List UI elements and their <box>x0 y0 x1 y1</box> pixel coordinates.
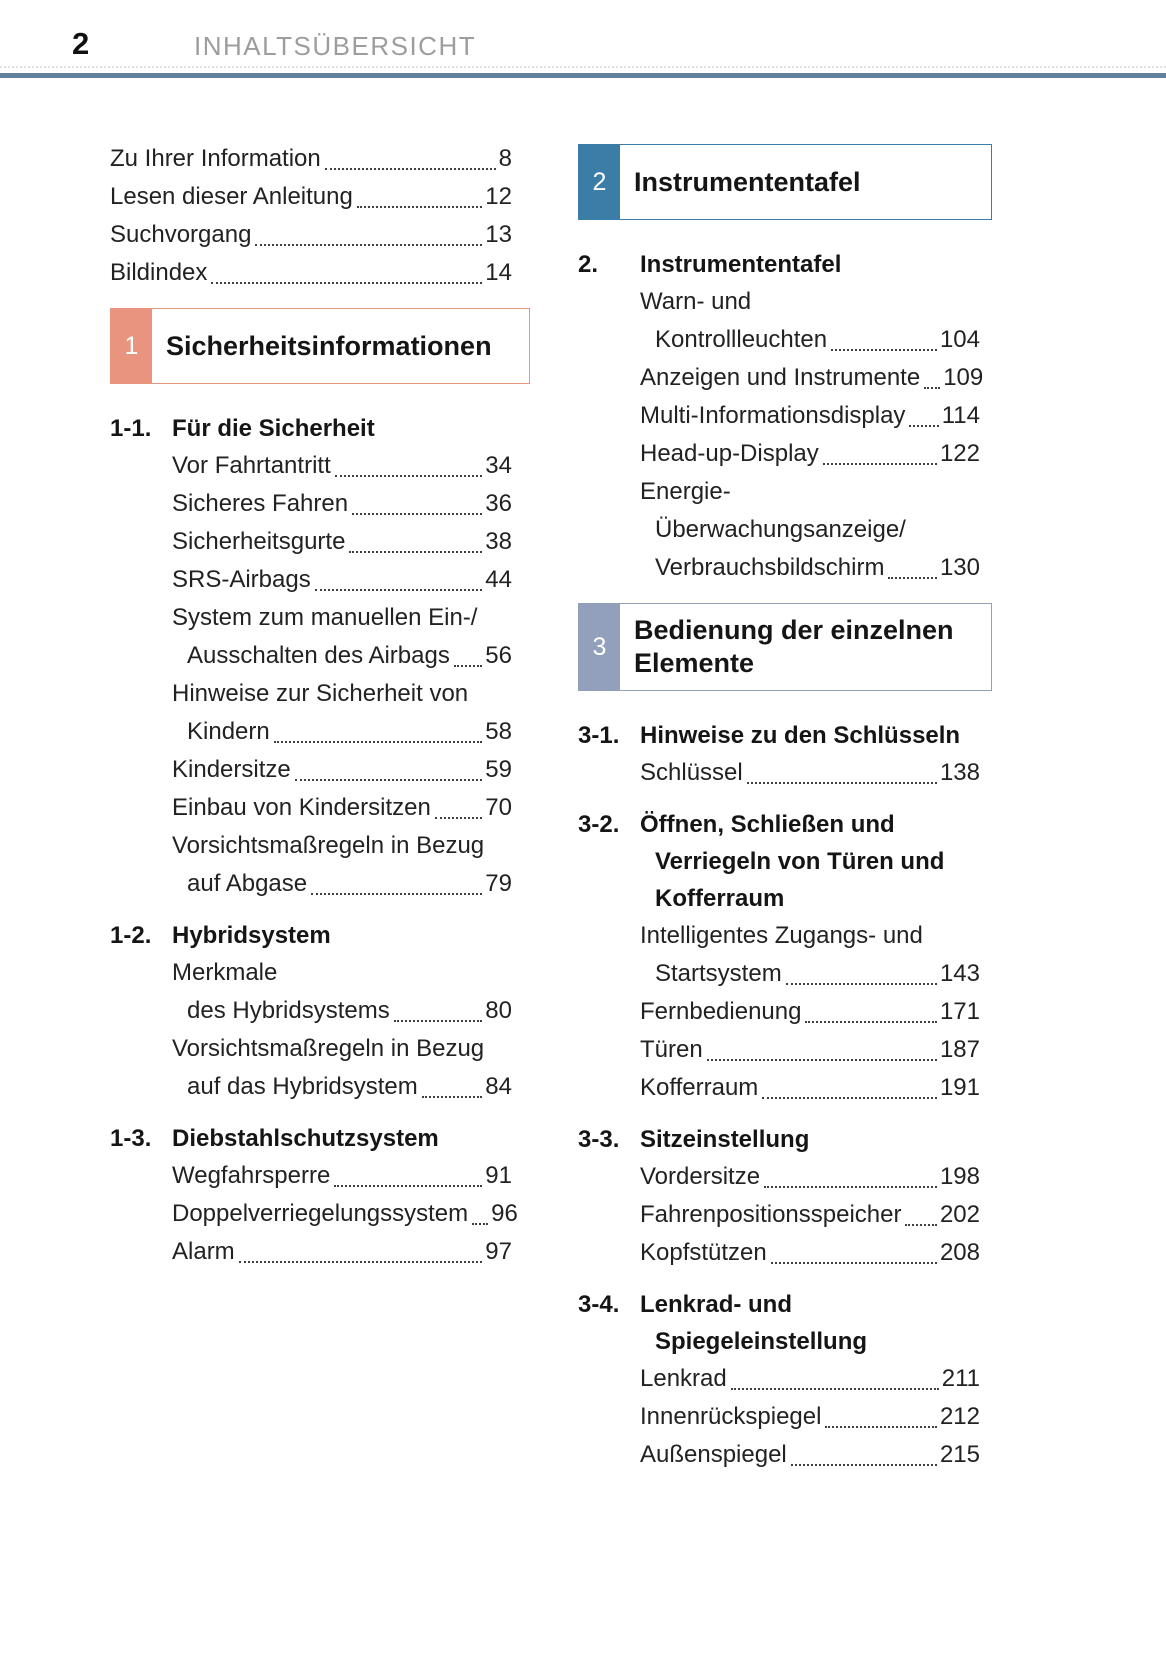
toc-group <box>110 410 530 903</box>
toc-entry-main-line <box>640 1031 980 1069</box>
toc-group-heading <box>578 1121 992 1158</box>
toc-entry-label: Ausschalten des Airbags <box>187 642 450 669</box>
toc-entry-main-line <box>640 1436 980 1474</box>
dot-leader <box>335 475 483 477</box>
toc-group-title <box>172 1120 530 1157</box>
toc-entry <box>578 1031 992 1069</box>
toc-entry <box>578 397 992 435</box>
toc-entry-label: Innenrückspiegel <box>640 1403 822 1430</box>
toc-group-heading <box>578 806 992 917</box>
toc-entry-text-line: Überwachungsanzeige/ <box>655 516 906 543</box>
toc-group-title-line: Hybridsystem <box>172 922 331 949</box>
toc-entry-main-line <box>640 955 980 993</box>
toc-entry-page: 14 <box>485 259 512 286</box>
chapter-banner <box>578 144 992 220</box>
toc-group-title <box>640 1121 992 1158</box>
toc-entry <box>110 216 530 254</box>
toc-entry <box>578 1360 992 1398</box>
toc-entry <box>110 1030 530 1106</box>
dot-leader <box>422 1096 483 1098</box>
toc-entry-main-line <box>640 993 980 1031</box>
toc-entry-label: des Hybridsystems <box>187 997 390 1024</box>
toc-entry-text-line: Intelligentes Zugangs- und <box>640 922 923 949</box>
toc-entry-page: 34 <box>485 452 512 479</box>
toc-entry-page: 109 <box>943 364 984 391</box>
toc-entry-main-line <box>640 1234 980 1272</box>
page-title: INHALTSÜBERSICHT <box>194 31 477 61</box>
toc-entry-label: Verbrauchsbildschirm <box>655 554 885 581</box>
toc-entry-label: Kindern <box>187 718 270 745</box>
dot-leader <box>888 577 937 579</box>
toc-entry-label: Lesen dieser Anleitung <box>110 183 353 210</box>
dot-leader <box>357 206 482 208</box>
dot-leader <box>211 282 482 284</box>
toc-group-number: 3-2. <box>578 811 620 838</box>
toc-entry-page: 59 <box>485 756 512 783</box>
toc-entry-label: Vordersitze <box>640 1163 761 1190</box>
toc-entry <box>110 675 530 751</box>
toc-entry-label: Kofferraum <box>640 1074 759 1101</box>
toc-entry-page: 13 <box>485 221 512 248</box>
toc-entry-main-line <box>172 751 512 789</box>
toc-entry-page: 212 <box>939 1403 980 1430</box>
toc-entry-page: 96 <box>491 1200 518 1227</box>
dot-leader <box>805 1021 936 1023</box>
toc-entry-page: 58 <box>485 718 512 745</box>
toc-group-title-line: Lenkrad- und <box>640 1291 793 1318</box>
toc-entry-label: Kindersitze <box>172 756 291 783</box>
toc-entry <box>578 1398 992 1436</box>
dot-leader <box>315 589 483 591</box>
toc-entry-label: Türen <box>640 1036 703 1063</box>
toc-entry <box>110 789 530 827</box>
toc-entry-page: 211 <box>941 1365 980 1392</box>
toc-group-number: 1-3. <box>110 1125 152 1152</box>
toc-entry-main-line <box>640 1360 980 1398</box>
dot-leader <box>909 425 938 427</box>
toc-entry-label: Einbau von Kindersitzen <box>172 794 431 821</box>
toc-entry-main-line <box>172 789 512 827</box>
toc-entry <box>110 1157 530 1195</box>
chapter-title-line: Bedienung der einzelnen <box>634 615 954 645</box>
chapter-title <box>620 604 968 690</box>
toc-group-heading <box>110 410 530 447</box>
toc-group-title-line: Kofferraum <box>655 885 785 912</box>
toc-entry-page: 91 <box>485 1162 512 1189</box>
toc-entry <box>110 827 530 903</box>
toc-entry <box>110 140 530 178</box>
toc-entry-label: Head-up-Display <box>640 440 819 467</box>
dot-leader <box>831 349 937 351</box>
toc-entry-text-line: Merkmale <box>172 959 278 986</box>
chapter-banner <box>110 308 530 384</box>
dot-leader <box>255 244 482 246</box>
toc-group-heading <box>578 1286 992 1360</box>
toc-group-title-line: Verriegeln von Türen und <box>655 848 945 875</box>
toc-entry-main-line <box>640 754 980 792</box>
toc-entry-label: Anzeigen und Instrumente <box>640 364 921 391</box>
toc-entry-main-line <box>640 1158 980 1196</box>
toc-entry-page: 187 <box>939 1036 980 1063</box>
dot-leader <box>274 741 483 743</box>
toc-entry-label: SRS-Airbags <box>172 566 311 593</box>
toc-entry <box>110 178 530 216</box>
dot-leader <box>325 168 496 170</box>
toc-entry-label: Doppelverriegelungssystem <box>172 1200 469 1227</box>
toc-entry-label: Zu Ihrer Information <box>110 145 321 172</box>
toc-group <box>110 1120 530 1271</box>
toc-entry-label: Sicherheitsgurte <box>172 528 346 555</box>
toc-entry <box>110 254 530 292</box>
chapter-title-line: Elemente <box>634 648 755 678</box>
dot-leader <box>239 1261 483 1263</box>
toc-front-entries <box>110 140 530 292</box>
toc-entry-label: Schlüssel <box>640 759 743 786</box>
toc-group <box>578 1121 992 1272</box>
toc-group <box>578 246 992 587</box>
toc-entry <box>110 447 530 485</box>
toc-entry-main-line <box>172 992 512 1030</box>
chapter-number-tab: 3 <box>579 604 620 690</box>
toc-entry-main-line <box>172 1068 512 1106</box>
toc-entry-label: auf das Hybridsystem <box>187 1073 418 1100</box>
toc-entry <box>110 954 530 1030</box>
toc-group <box>578 717 992 792</box>
chapter-title <box>620 145 875 219</box>
dot-leader <box>707 1059 937 1061</box>
toc-entry-main-line <box>172 561 512 599</box>
toc-entry-main-line <box>640 1069 980 1107</box>
toc-entry <box>110 523 530 561</box>
toc-entry-page: 138 <box>939 759 980 786</box>
toc-group-title <box>640 246 992 283</box>
toc-entry <box>578 473 992 587</box>
toc-entry-label: Fahrenpositionsspeicher <box>640 1201 902 1228</box>
toc-entry-page: 80 <box>485 997 512 1024</box>
toc-entry-text-line: System zum manuellen Ein-/ <box>172 604 478 631</box>
toc-entry-label: Lenkrad <box>640 1365 727 1392</box>
toc-entry-page: 38 <box>485 528 512 555</box>
toc-entry-page: 202 <box>939 1201 980 1228</box>
dot-leader <box>394 1020 483 1022</box>
toc-entry-page: 143 <box>939 960 980 987</box>
toc-entry-label: Außenspiegel <box>640 1441 787 1468</box>
toc-entry-text-line: Vorsichtsmaßregeln in Bezug <box>172 832 485 859</box>
toc-entry-main-line <box>172 1233 512 1271</box>
dot-leader <box>791 1464 937 1466</box>
toc-entry-main-line <box>110 216 512 254</box>
dot-leader <box>731 1388 939 1390</box>
toc-group-title <box>640 806 992 917</box>
toc-entry <box>578 1158 992 1196</box>
toc-group-number: 3-3. <box>578 1126 620 1153</box>
toc-entry-main-line <box>172 637 512 675</box>
toc-group-number: 2. <box>578 251 599 278</box>
toc-entry-page: 215 <box>939 1441 980 1468</box>
toc-entry-text-line: Energie- <box>640 478 731 505</box>
toc-entry-text-line: Hinweise zur Sicherheit von <box>172 680 469 707</box>
page-number: 2 <box>72 26 90 61</box>
toc-entry <box>578 754 992 792</box>
toc-entry-main-line <box>640 1398 980 1436</box>
toc-entry-text-line: Vorsichtsmaßregeln in Bezug <box>172 1035 485 1062</box>
chapter-title <box>152 309 506 383</box>
dot-leader <box>762 1097 937 1099</box>
toc-entry-label: Multi-Informationsdisplay <box>640 402 906 429</box>
toc-entry <box>578 435 992 473</box>
toc-entry-page: 130 <box>939 554 980 581</box>
toc-entry <box>110 1195 530 1233</box>
dot-leader <box>311 893 482 895</box>
dot-leader <box>334 1185 482 1187</box>
toc-entry-main-line <box>640 435 980 473</box>
toc-entry <box>578 1234 992 1272</box>
toc-group-title <box>640 1286 992 1360</box>
toc-entry <box>578 283 992 359</box>
toc-entry-label: Wegfahrsperre <box>172 1162 331 1189</box>
toc-entry-label: Kontrollleuchten <box>655 326 828 353</box>
toc-group-title-line: Spiegeleinstellung <box>655 1328 868 1355</box>
toc-entry-main-line <box>640 359 984 397</box>
toc-group-heading <box>578 246 992 283</box>
toc-left-column <box>110 0 530 1271</box>
dot-leader <box>825 1426 937 1428</box>
toc-entry-main-line <box>110 254 512 292</box>
toc-entry-main-line <box>172 485 512 523</box>
toc-group-title-line: Instrumententafel <box>640 251 842 278</box>
toc-group-heading <box>110 917 530 954</box>
toc-group-title-line: Hinweise zu den Schlüsseln <box>640 722 961 749</box>
chapter-number-tab: 2 <box>579 145 620 219</box>
toc-entry-page: 8 <box>498 145 512 172</box>
toc-group-title-line: Öffnen, Schließen und <box>640 811 895 838</box>
dot-leader <box>747 782 937 784</box>
toc-entry-label: Kopfstützen <box>640 1239 767 1266</box>
toc-right-column <box>578 0 992 1474</box>
toc-entry-page: 122 <box>939 440 980 467</box>
toc-entry <box>578 993 992 1031</box>
toc-entry <box>578 1069 992 1107</box>
toc-entry-page: 171 <box>939 998 980 1025</box>
chapter-banner <box>578 603 992 691</box>
dot-leader <box>924 387 940 389</box>
toc-entry-page: 84 <box>485 1073 512 1100</box>
toc-group-number: 3-1. <box>578 722 620 749</box>
dot-leader <box>786 983 937 985</box>
dot-leader <box>295 779 483 781</box>
toc-entry-main-line <box>640 1196 980 1234</box>
toc-entry-main-line <box>172 865 512 903</box>
toc-entry-label: Fernbedienung <box>640 998 802 1025</box>
dot-leader <box>764 1186 937 1188</box>
toc-entry <box>110 561 530 599</box>
toc-entry-main-line <box>172 713 512 751</box>
toc-entry-main-line <box>172 1195 518 1233</box>
toc-entry-label: Vor Fahrtantritt <box>172 452 331 479</box>
toc-entry <box>578 917 992 993</box>
dot-leader <box>352 513 482 515</box>
toc-group-title <box>172 917 530 954</box>
toc-entry-page: 44 <box>485 566 512 593</box>
toc-entry-main-line <box>172 523 512 561</box>
dot-leader <box>905 1224 936 1226</box>
chapter-number-tab: 1 <box>111 309 152 383</box>
toc-entry <box>110 599 530 675</box>
toc-group-title <box>172 410 530 447</box>
toc-entry <box>578 359 992 397</box>
toc-entry-page: 104 <box>939 326 980 353</box>
toc-entry-page: 97 <box>485 1238 512 1265</box>
toc-group <box>578 806 992 1107</box>
dot-leader <box>472 1223 488 1225</box>
toc-entry-text-line: Warn- und <box>640 288 752 315</box>
toc-group-number: 1-2. <box>110 922 152 949</box>
toc-entry <box>578 1196 992 1234</box>
toc-group-number: 1-1. <box>110 415 152 442</box>
toc-entry-main-line <box>640 321 980 359</box>
toc-entry-main-line <box>640 549 980 587</box>
toc-entry-main-line <box>110 140 512 178</box>
toc-entry-page: 191 <box>939 1074 980 1101</box>
toc-entry-main-line <box>172 447 512 485</box>
toc-group-heading <box>110 1120 530 1157</box>
toc-group <box>110 917 530 1106</box>
chapter-title-line: Sicherheitsinformationen <box>166 330 492 361</box>
dot-leader <box>823 463 937 465</box>
toc-entry-page: 36 <box>485 490 512 517</box>
toc-entry-page: 12 <box>485 183 512 210</box>
toc-entry-main-line <box>640 397 980 435</box>
toc-entry-page: 198 <box>939 1163 980 1190</box>
dot-leader <box>349 551 482 553</box>
toc-entry <box>578 1436 992 1474</box>
toc-group-title-line: Für die Sicherheit <box>172 415 375 442</box>
toc-entry-main-line <box>172 1157 512 1195</box>
toc-group-title-line: Sitzeinstellung <box>640 1126 810 1153</box>
toc-group-number: 3-4. <box>578 1291 620 1318</box>
toc-entry <box>110 1233 530 1271</box>
toc-group-title-line: Diebstahlschutzsystem <box>172 1125 439 1152</box>
toc-entry-page: 79 <box>485 870 512 897</box>
dot-leader <box>435 817 482 819</box>
chapter-title-line: Instrumententafel <box>634 166 861 197</box>
toc-entry-label: Suchvorgang <box>110 221 252 248</box>
toc-group <box>578 1286 992 1474</box>
toc-entry-label: Sicheres Fahren <box>172 490 349 517</box>
toc-entry-label: auf Abgase <box>187 870 308 897</box>
toc-entry <box>110 485 530 523</box>
toc-entry-page: 114 <box>941 402 980 429</box>
toc-entry <box>110 751 530 789</box>
toc-group-title <box>640 717 992 754</box>
toc-entry-label: Alarm <box>172 1238 235 1265</box>
toc-entry-main-line <box>110 178 512 216</box>
toc-group-heading <box>578 717 992 754</box>
toc-entry-page: 56 <box>485 642 512 669</box>
dot-leader <box>454 665 482 667</box>
toc-entry-label: Startsystem <box>655 960 782 987</box>
toc-entry-label: Bildindex <box>110 259 208 286</box>
toc-entry-page: 70 <box>485 794 512 821</box>
toc-entry-page: 208 <box>939 1239 980 1266</box>
dot-leader <box>771 1262 937 1264</box>
